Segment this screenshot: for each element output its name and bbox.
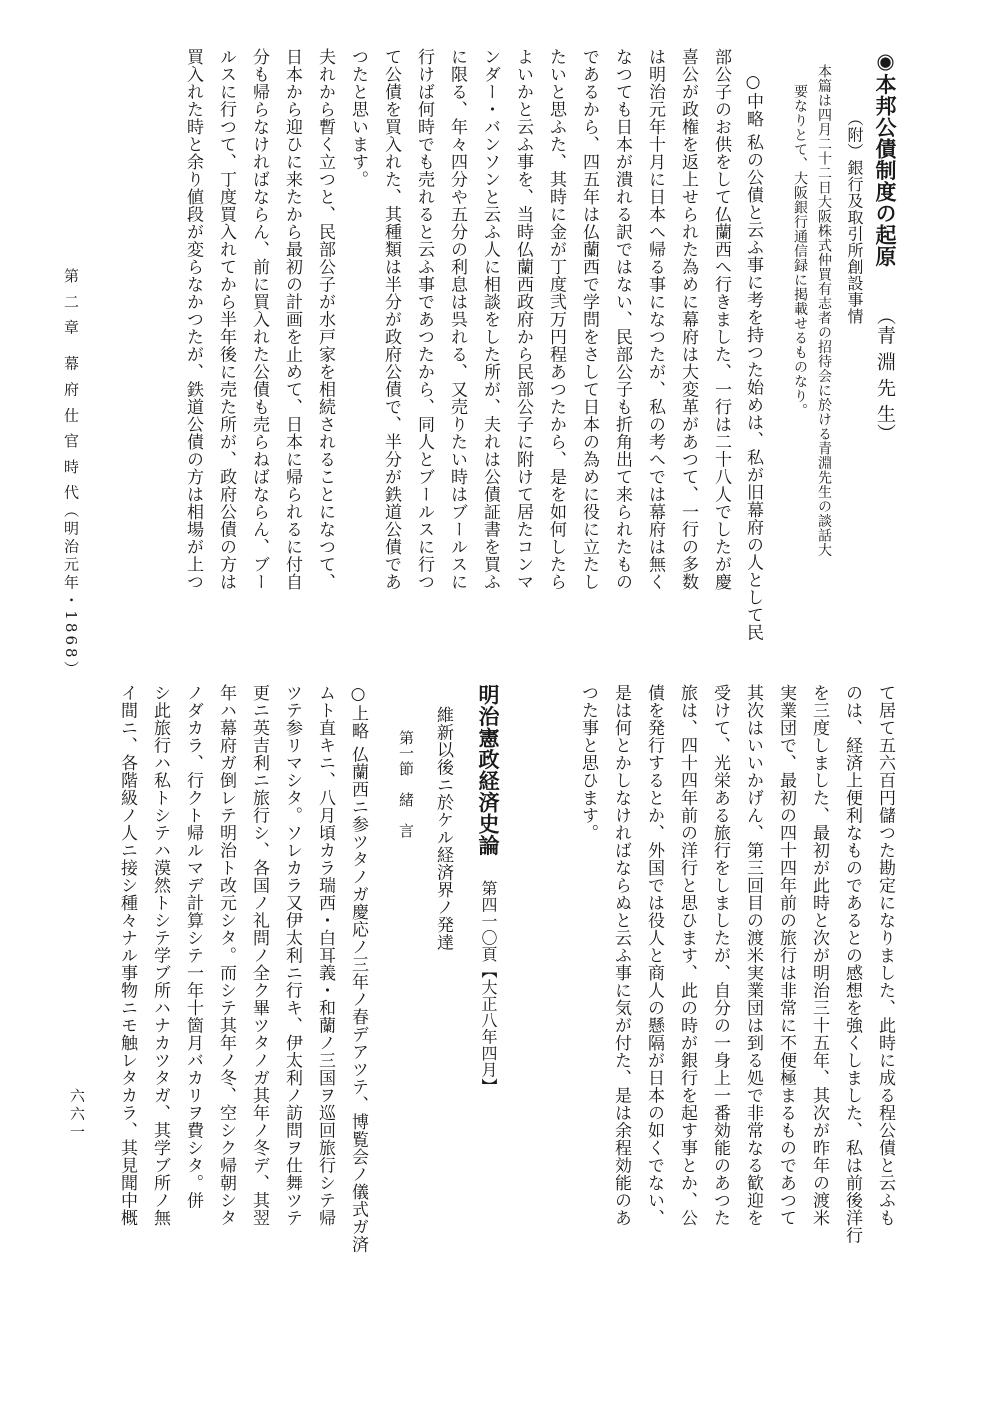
body-line: に限る、年々四分や五分の利息は呉れる、又売りたい時はブールスに	[447, 48, 467, 591]
body-line: 夫れから暫く立つと、民部公子が水戸家を相続されることになつて、	[315, 48, 335, 591]
body-line: 債を発行するとか、外国では役人と商人の懸隔が日本の如くでない、	[644, 684, 664, 1227]
article-title: ◉本邦公債制度の起原	[873, 48, 898, 267]
body-line: て居て五六百円儲つた勘定になりました、此時に成る程公債と云ふも	[875, 684, 895, 1227]
body-line: 旅は、四十四年前の洋行と思ひます、此の時が銀行を起す事とか、公	[677, 684, 697, 1227]
editor-note-line-1: 本篇は四月二十二日大阪株式仲買有志者の招待会に於ける青淵先生の談話大	[816, 64, 832, 557]
body-line: ムト直キニ、八月頃カラ瑞西・白耳義・和蘭ノ三国ヲ巡回旅行シテ帰	[315, 684, 335, 1227]
section-title-reference: 第四一〇頁【大正八年四月】	[479, 880, 498, 1095]
body-line: つたと思います。	[348, 48, 368, 188]
body-line: 行けば何時でも売れると云ふ事であつたから、同人とブールスに行つ	[414, 48, 434, 591]
body-line: 実業団で、最初の四十四年前の旅行は非常に不便極まるものであつて	[776, 684, 796, 1227]
editor-note-line-2: 要なりとて、大阪銀行通信録に掲載せるものなり。	[792, 84, 808, 418]
body-line: て公債を買入れた、其種類は半分が政府公債で、半分が鉄道公債であ	[381, 48, 401, 591]
body-line: ○中略 私の公債と云ふ事に考を持つた始めは、私が旧幕府の人として民	[743, 72, 763, 641]
body-line: ツテ参リマシタ。ソレカラ又伊太利ニ行キ、伊太利ノ訪問ヲ仕舞ツテ	[282, 684, 302, 1227]
body-line: たいと思ふた、其時に金が丁度弐万円程あつたから、是を如何したら	[546, 48, 566, 591]
section-title: 明治憲政経済史論	[476, 684, 501, 856]
article-author: （青 淵 先 生）	[874, 306, 896, 443]
body-line: を三度しました、最初が此時と次が明治三十五年、其次が昨年の渡米	[809, 684, 829, 1227]
body-line: 買入れた時と余り値段が変らなかつたが、鉄道公債の方は相場が上つ	[183, 48, 203, 591]
body-line: 分も帰らなければならん、前に買入れた公債も売らねばならん、ブー	[249, 48, 269, 591]
body-line: は明治元年十月に日本へ帰る事になつたが、私の考へでは幕府は無く	[645, 48, 665, 591]
body-line: ノダカラ、行クト帰ルマデ計算シテ一年十箇月バカリヲ費シタ。併	[183, 684, 203, 1209]
body-line: よいかと云ふ事を、当時仏蘭西政府から民部公子に附けて居たコンマ	[513, 48, 533, 591]
body-line: なつても日本が潰れる訳ではない、民部公子も折角出て来られたもの	[612, 48, 632, 591]
body-line: つた事と思ひます。	[578, 684, 598, 842]
body-line: ルスに行つて、丁度買入れてから半年後に売た所が、政府公債の方は	[216, 48, 236, 591]
body-line: イ間ニ、各階級ノ人ニ接シ種々ナル事物ニモ触レタカラ、其見聞中概	[117, 684, 137, 1227]
body-line: であるから、四五年は仏蘭西で学問をさして日本の為めに役に立たし	[579, 48, 599, 591]
body-line: 年ハ幕府ガ倒レテ明治ト改元シタ。而シテ其年ノ冬、空シク帰朝シタ	[216, 684, 236, 1227]
article-subtitle: （附）銀行及取引所創設事情	[845, 110, 864, 325]
body-line: 部公子のお供をして仏蘭西へ行きました、一行は二十八人でしたが慶	[711, 48, 731, 591]
body-line: 喜公が政権を返上せられた為めに幕府は大変革があつて、一行の多数	[678, 48, 698, 591]
body-line: 是は何とかしなければならぬと云ふ事に気が付た、是は余程効能のあ	[611, 684, 631, 1227]
section-subtitle: 維新以後ニ於ケル経済界ノ発達	[433, 706, 453, 951]
running-head: 第 二 章 幕 府 仕 官 時 代（明治元年・1868）	[62, 268, 80, 679]
body-line: 日本から迎ひに来たから最初の計画を止めて、日本に帰られるに付自	[282, 48, 302, 591]
body-line: 受けて、光栄ある旅行をしましたが、自分の一身上一番効能のあつた	[710, 684, 730, 1227]
page-number: 六六一	[68, 1088, 86, 1142]
body-line: 其次はいいかげん、第三回目の渡米実業団は到る処で非常なる歓迎を	[743, 684, 763, 1227]
body-line: ンダー・バンソンと云ふ人に相談をした所が、夫れは公債証書を買ふ	[480, 48, 500, 591]
section-heading: 第一節 緒 言	[397, 730, 415, 839]
body-line: のは、経済上便利なものであるとの感想を強くしました、私は前後洋行	[842, 684, 862, 1244]
body-line: ○上略 仏蘭西ニ参ツタノガ慶応ノ三年ノ春デアツテ、博覧会ノ儀式ガ済	[348, 684, 368, 1253]
body-line: 更ニ英吉利ニ旅行シ、各国ノ礼問ノ全ク畢ツタノガ其年ノ冬デ、其翌	[249, 684, 269, 1227]
body-line: シ此旅行ハ私トシテハ漠然トシテ学ブ所ハナカツタガ、其学ブ所ノ無	[150, 684, 170, 1227]
